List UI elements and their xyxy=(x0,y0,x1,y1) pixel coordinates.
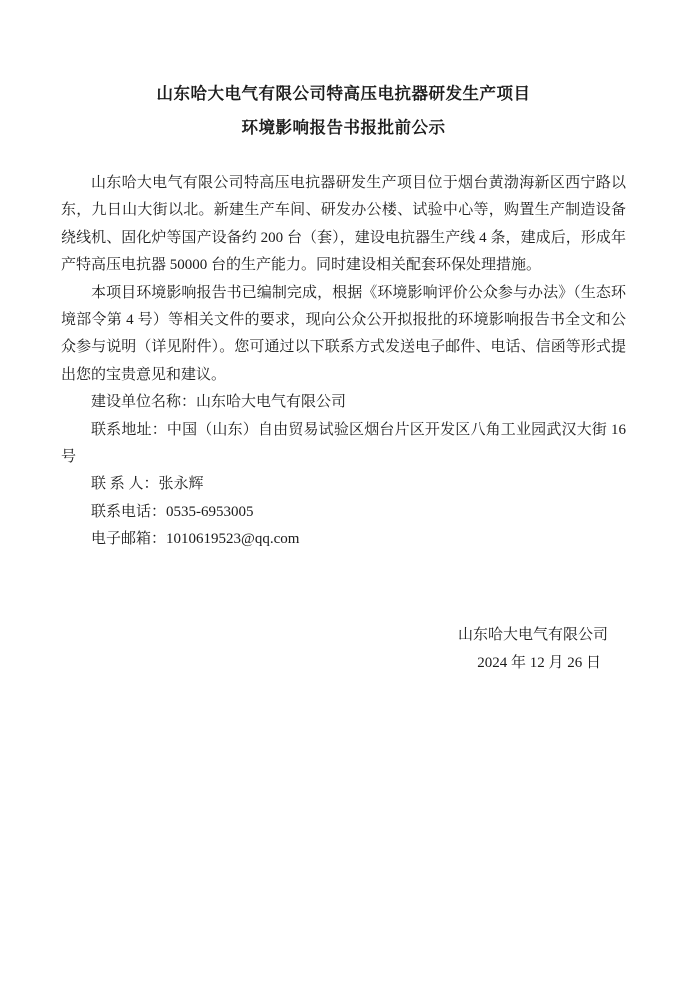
contact-address-line: 联系地址：中国（山东）自由贸易试验区烟台片区开发区八角工业园武汉大街 16号 xyxy=(61,421,626,466)
construction-unit-line: 建设单位名称：山东哈大电气有限公司 xyxy=(91,394,347,411)
contact-person-line: 联 系 人：张永辉 xyxy=(91,476,204,493)
signature-block xyxy=(61,621,626,677)
contact-email-line: 电子邮箱：1010619523@qq.com xyxy=(91,531,300,548)
paragraph-public-participation-notice: 本项目环境影响报告书已编制完成，根据《环境影响评价公众参与办法》（生态环境部令第 4 号）等相关文件的要求，现向公众公开拟报批的环境影响报告书全文和公众参与说明（详见附件）。您可通过以下联系方式发送电子邮件、电话、信函等形式提出您的宝贵意见和建议。 xyxy=(61,284,626,383)
document-title-line2: 环境影响报告书报批前公示 xyxy=(241,118,446,137)
paragraph-project-overview: 山东哈大电气有限公司特高压电抗器研发生产项目位于烟台黄渤海新区西宁路以东，九日山大街以北。新建生产车间、研发办公楼、试验中心等，购置生产制造设备绕线机、固化炉等国产设备约 200 台（套），建设电抗器生产线 4 条，建成后，形成年产特高压电抗器 50000 台的生产能力。同时建设相关配套环保处理措施。 xyxy=(61,175,626,274)
signature-date: 2024 年 12 月 26 日 xyxy=(477,654,601,671)
signature-company: 山东哈大电气有限公司 xyxy=(457,626,608,643)
contact-phone-line: 联系电话：0535-6953005 xyxy=(91,503,254,520)
document-title-line1: 山东哈大电气有限公司特高压电抗器研发生产项目 xyxy=(156,84,531,103)
